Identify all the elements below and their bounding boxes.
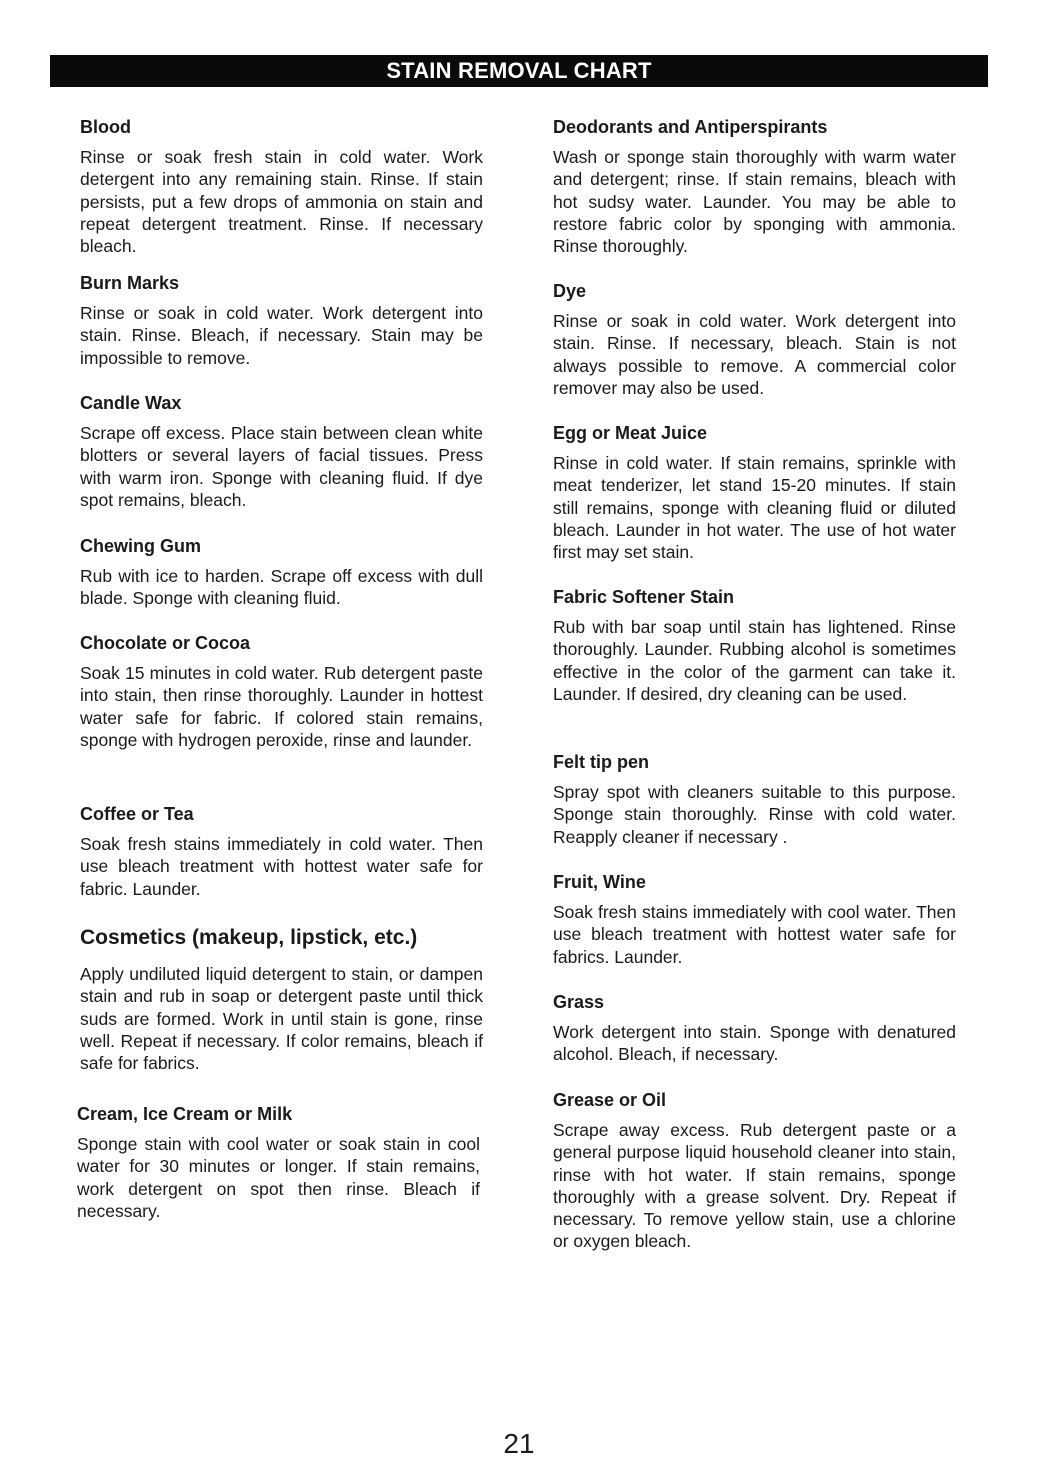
entry-chewing-gum <box>80 535 483 610</box>
page-number: 21 <box>503 1428 535 1459</box>
entry-text: Wash or sponge stain thoroughly with warm water and detergent; rinse. If stain remains, bleach with hot sudsy water. Launder. You may be able to restore fabric color by sponging with ammonia. Rinse thoroughly. <box>553 147 956 257</box>
entry-heading: Egg or Meat Juice <box>553 423 708 443</box>
entry-heading: Felt tip pen <box>553 752 649 772</box>
entry-heading: Fruit, Wine <box>553 872 646 892</box>
entry-text: Scrape away excess. Rub detergent paste or a general purpose liquid household cleaner into stain, rinse with hot water. If stain remains, sponge thoroughly with a grease solvent. Dry. Repeat if necessary. To remove yellow stain, use a chlorine or oxygen bleach. <box>553 1120 956 1252</box>
entry-burn-marks <box>80 272 483 369</box>
entry-heading: Dye <box>553 281 587 301</box>
entry-text: Work detergent into stain. Sponge with denatured alcohol. Bleach, if necessary. <box>553 1022 956 1065</box>
entry-candle-wax <box>80 392 483 511</box>
entry-text: Rub with bar soap until stain has lightened. Rinse thoroughly. Launder. Rubbing alcohol is sometimes effective in the color of the garment can take it. Launder. If desired, dry cleaning can be used. <box>553 617 956 704</box>
entry-text: Soak fresh stains immediately with cool water. Then use bleach treatment with hottest water safe for fabrics. Launder. <box>553 902 956 967</box>
entry-felt-tip-pen <box>553 751 956 848</box>
entry-heading: Deodorants and Antiperspirants <box>553 117 828 137</box>
entry-text: Rinse or soak fresh stain in cold water. Work detergent into any remaining stain. Rinse. If stain persists, put a few drops of ammonia on stain and repeat detergent treatment. Rinse. If necessary bleach. <box>80 147 483 257</box>
entry-text: Apply undiluted liquid detergent to stain, or dampen stain and rub in soap or detergent paste until thick suds are formed. Work in until stain is gone, rinse well. Repeat if necessary. If color remains, bleach if safe for fabrics. <box>80 964 483 1074</box>
entry-text: Rinse in cold water. If stain remains, sprinkle with meat tenderizer, let stand 15-20 minutes. If stain still remains, sponge with cleaning fluid or diluted bleach. Launder in hot water. The use of hot water first may set stain. <box>553 453 956 563</box>
entry-fabric-softener <box>553 586 956 705</box>
entry-heading: Candle Wax <box>80 393 182 413</box>
entry-heading: Coffee or Tea <box>80 804 194 824</box>
entry-text: Soak fresh stains immediately in cold water. Then use bleach treatment with hottest water safe for fabric. Launder. <box>80 834 483 899</box>
entry-text: Rinse or soak in cold water. Work detergent into stain. Rinse. Bleach, if necessary. Stain may be impossible to remove. <box>80 303 483 368</box>
entry-grass <box>553 991 956 1066</box>
entry-coffee-tea <box>80 803 483 900</box>
entry-cream-milk <box>77 1103 480 1222</box>
page-title: STAIN REMOVAL CHART <box>50 55 988 87</box>
entry-egg-meat-juice <box>553 422 956 563</box>
entry-cosmetics <box>80 925 483 1074</box>
entry-text: Sponge stain with cool water or soak stain in cool water for 30 minutes or longer. If stain remains, work detergent on spot then rinse. Bleach if necessary. <box>77 1134 480 1221</box>
entry-dye <box>553 280 956 399</box>
entry-fruit-wine <box>553 871 956 968</box>
entry-heading: Burn Marks <box>80 273 180 293</box>
entry-blood <box>80 116 483 257</box>
entry-chocolate-cocoa <box>80 632 483 751</box>
entry-heading: Chocolate or Cocoa <box>80 633 251 653</box>
entry-grease-oil <box>553 1089 956 1253</box>
entry-heading: Blood <box>80 117 131 137</box>
entry-text: Rub with ice to harden. Scrape off excess with dull blade. Sponge with cleaning fluid. <box>80 566 483 609</box>
entry-heading: Grease or Oil <box>553 1090 667 1110</box>
entry-heading: Grass <box>553 992 605 1012</box>
entry-heading: Cream, Ice Cream or Milk <box>77 1104 293 1124</box>
entry-heading: Chewing Gum <box>80 536 201 556</box>
entry-heading: Cosmetics (makeup, lipstick, etc.) <box>80 926 418 949</box>
entry-heading: Fabric Softener Stain <box>553 587 735 607</box>
entry-text: Soak 15 minutes in cold water. Rub detergent paste into stain, then rinse thoroughly. Launder in hottest water safe for fabric. If colored stain remains, sponge with hydrogen peroxide, rinse and launder. <box>80 663 483 750</box>
entry-deodorants <box>553 116 956 257</box>
entry-text: Spray spot with cleaners suitable to this purpose. Sponge stain thoroughly. Rinse with cold water. Reapply cleaner if necessary . <box>553 782 956 847</box>
entry-text: Rinse or soak in cold water. Work detergent into stain. Rinse. If necessary, bleach. Stain is not always possible to remove. A commercial color remover may also be used. <box>553 311 956 398</box>
entry-text: Scrape off excess. Place stain between clean white blotters or several layers of facial tissues. Press with warm iron. Sponge with cleaning fluid. If dye spot remains, bleach. <box>80 423 483 510</box>
